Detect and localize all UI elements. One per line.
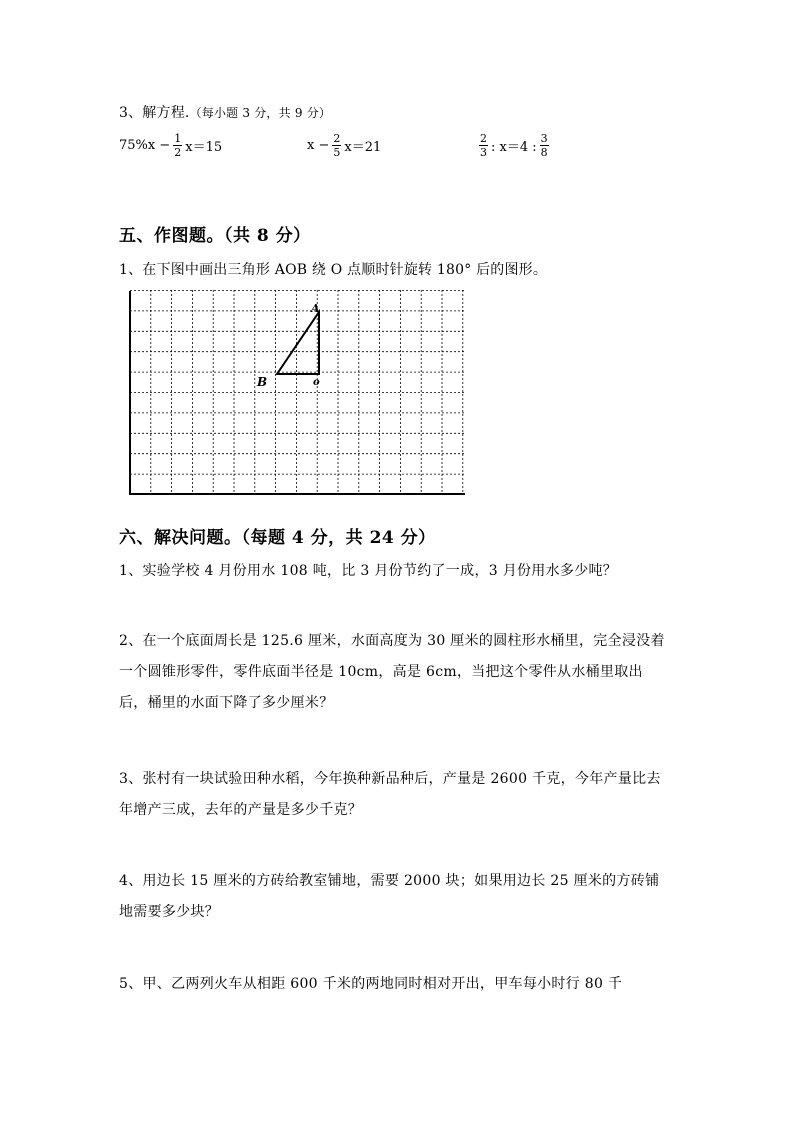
section5-heading: 五、作图题。（共 8 分）	[119, 226, 311, 246]
section6-heading: 六、解决问题。（每题 4 分，共 24 分）	[119, 528, 436, 548]
label-point-a: A	[311, 302, 320, 315]
equation-3-middle: : x＝4 :	[491, 140, 537, 155]
equation-2-denominator: 5	[333, 146, 341, 159]
section3-note: （每小题 3 分，共 9 分）	[189, 106, 332, 120]
equation-2-numerator: 2	[333, 132, 341, 145]
rotation-grid-figure	[129, 290, 469, 496]
equation-2-prefix: x −	[307, 138, 330, 153]
equation-3-fraction-right	[540, 132, 549, 159]
equation-2-suffix: x＝21	[344, 140, 382, 155]
section6-question-4: 4、用边长 15 厘米的方砖给教室铺地，需要 2000 块；如果用边长 25 厘米的方砖铺地需要多少块？	[119, 873, 660, 920]
section6-question-2: 2、在一个底面周长是 125.6 厘米，水面高度为 30 厘米的圆柱形水桶里，完全浸没着一个圆锥形零件，零件底面半径是 10cm，高是 6cm，当把这个零件从水桶里取出后，桶里的水面下降了多少厘米？	[119, 633, 665, 711]
equation-1-numerator: 1	[174, 132, 182, 145]
equation-1-denominator: 2	[174, 146, 182, 159]
section6-question-1: 1、实验学校 4 月份用水 108 吨，比 3 月份节约了一成，3 月份用水多少吨？	[119, 563, 618, 579]
grid-lines	[130, 290, 465, 494]
equation-1-prefix: 75%x −	[119, 138, 171, 153]
section6-question-5: 5、甲、乙两列火车从相距 600 千米的两地同时相对开出，甲车每小时行 80 千	[119, 976, 623, 992]
equation-1	[119, 132, 222, 159]
equation-3-denominator-right: 8	[540, 146, 548, 159]
equation-3-numerator-right: 3	[540, 132, 548, 145]
equation-1-fraction	[173, 132, 182, 159]
equation-3	[476, 132, 552, 159]
label-point-o: o	[313, 377, 320, 388]
equation-3-numerator-left: 2	[480, 132, 487, 145]
section6-question-3: 3、张村有一块试验田种水稻，今年换种新品种后，产量是 2600 千克，今年产量比去年增产三成，去年的产量是多少千克？	[119, 771, 661, 818]
section5-question-1: 1、在下图中画出三角形 AOB 绕 O 点顺时针旋转 180° 后的图形。	[119, 262, 548, 278]
equation-3-denominator-left: 3	[480, 146, 487, 159]
equation-3-fraction-left	[479, 132, 488, 159]
equation-2-fraction	[332, 132, 341, 159]
section3-title: 3、解方程.	[119, 105, 190, 121]
equation-1-suffix: x＝15	[185, 140, 223, 155]
section3-title-line	[119, 102, 331, 122]
equation-2	[307, 132, 381, 159]
label-point-b: B	[257, 375, 268, 389]
triangle-aob	[277, 312, 319, 374]
